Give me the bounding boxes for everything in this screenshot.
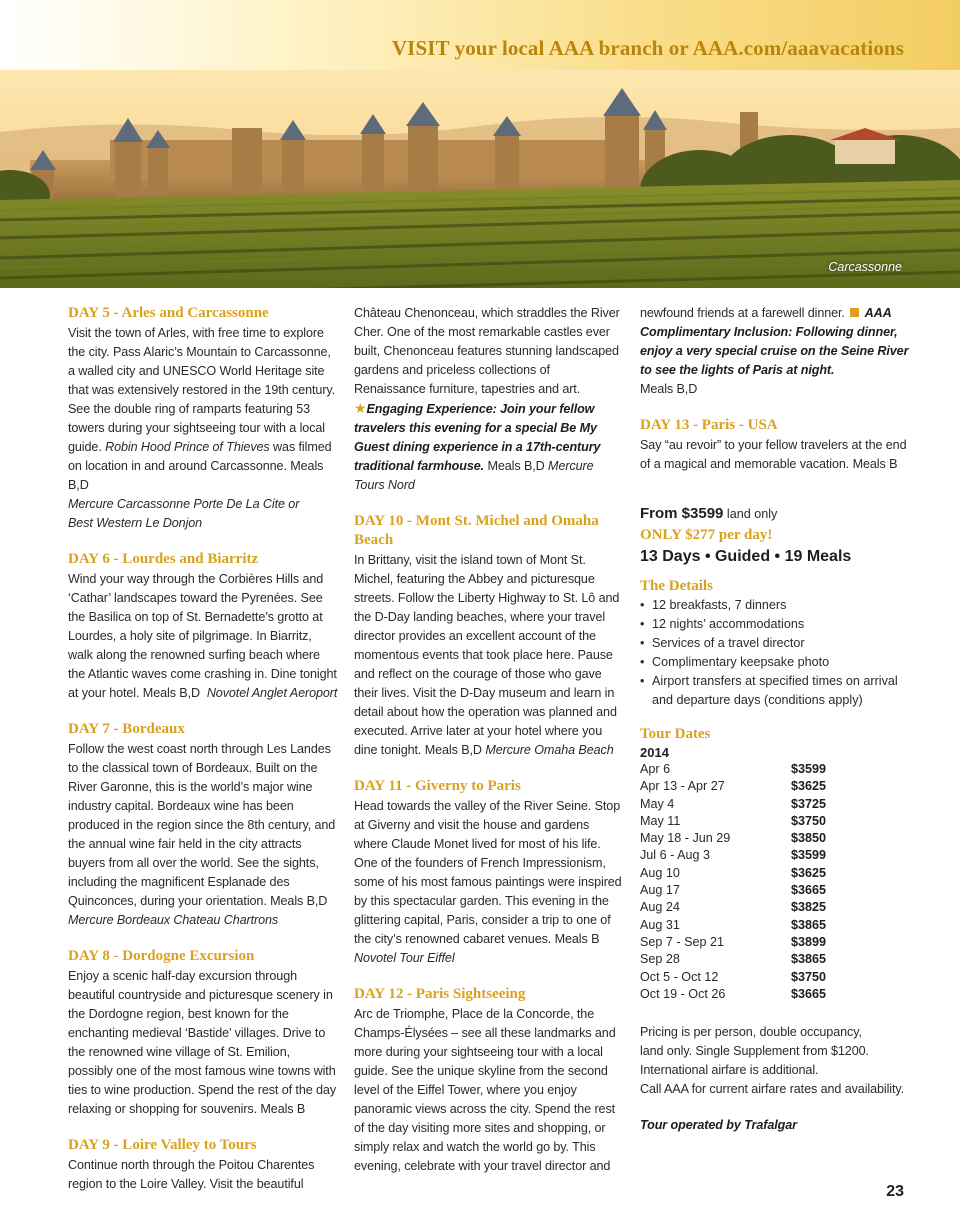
price-per-day: ONLY $277 per day! (640, 527, 773, 543)
day9-cont-description: Château Chenonceau, which straddles the River Cher. One of the most remarkable castles ever built, Chenonceau features stunning landscaped gardens and priceless collections of Renaissance furniture, tapestries and art. (354, 306, 620, 396)
table-row (640, 796, 910, 813)
table-row (640, 761, 910, 778)
tour-dates-title: Tour Dates (640, 726, 711, 742)
note-line-3: International airfare is additional. (640, 1063, 819, 1078)
day9-text: Continue north through the Poitou Charentes region to the Loire Valley. Visit the beautiful (68, 1158, 315, 1191)
itinerary-column-1 (68, 304, 338, 1194)
day9-continued (354, 304, 624, 495)
itinerary-column-3 (640, 304, 910, 1135)
price-from-value: From $3599 (640, 505, 724, 522)
tour-date: Aug 17 (640, 883, 680, 898)
day5-hotel-2: Best Western Le Donjon (68, 516, 203, 530)
note-line-4: Call AAA for current airfare rates and availability. (640, 1082, 905, 1097)
table-row (640, 917, 910, 934)
tour-date: Sep 28 (640, 952, 680, 967)
day13-title: DAY 13 - Paris - USA (640, 417, 778, 433)
table-row (640, 986, 910, 1003)
day8-text: Enjoy a scenic half-day excursion through beautiful countryside and picturesque scenery in the Dordogne region, best known for the enchanting medieval ‘Bastide’ villages. Drive to the renowned wine village of St. Emilion, possibly one of the most famous wine towns with ties to wine production. Spend the rest of the day relaxing or shopping for souvenirs. Meals B (68, 969, 337, 1116)
day9-hotel: Mercure Tours Nord (354, 459, 594, 492)
table-row (640, 934, 910, 951)
tour-price: $3625 (791, 779, 827, 794)
tour-dates-table (640, 761, 910, 1003)
day11-text (354, 797, 624, 968)
day5-hotel-1: Mercure Carcassonne Porte De La Cite or (68, 497, 300, 511)
table-row (640, 951, 910, 968)
day6-title: DAY 6 - Lourdes and Biarritz (68, 551, 259, 567)
page-number: 23 (886, 1183, 904, 1200)
tour-date: Aug 31 (640, 917, 680, 932)
list-item: • Complimentary keepsake photo (640, 653, 910, 672)
day9-engaging-experience: Engaging Experience: Join your fellow travelers this evening for a special Be My Guest dining experience in a 17th-century traditional farmhouse. (354, 402, 601, 473)
carcassonne-landscape-image (0, 70, 960, 288)
tour-price: $3599 (791, 848, 827, 863)
day5-description: Visit the town of Arles, with free time to explore the city. Pass Alaric’s Mountain to Carcassonne, a walled city and UNESCO World Heritage site that was extensively restored in the 19th century. See the double ring of ramparts featuring 53 towers during your sightseeing tour with a local guide. (68, 326, 336, 454)
list-item: • Airport transfers at specified times on arrival and departure days (conditions apply) (640, 672, 910, 710)
tour-date: May 18 - Jun 29 (640, 831, 731, 846)
tour-date: May 4 (640, 796, 675, 811)
tour-date: Apr 13 - Apr 27 (640, 779, 725, 794)
day10-title: DAY 10 - Mont St. Michel and Omaha Beach (354, 513, 599, 548)
day10-description: In Brittany, visit the island town of Mont St. Michel, featuring the Abbey and picturesque streets. Follow the Liberty Highway to St. Lô and the D-Day landing beaches, where your travel director provides an excellent account of the momentous events that took place here. Pause and reflect on the courage of those who gave their lives. Visit the D-Day museum and learn in detail about how the operation was planned and executed. Arrive later at your hotel where you dine tonight. Meals B,D (354, 553, 620, 757)
tour-date: Jul 6 - Aug 3 (640, 848, 711, 863)
day11-hotel: Novotel Tour Eiffel (354, 951, 455, 965)
tour-price: $3899 (791, 934, 827, 949)
header-cta-text[interactable]: VISIT your local AAA branch or AAA.com/aaavacations (391, 36, 904, 60)
list-item: • Services of a travel director (640, 634, 910, 653)
pricing-notes (640, 1023, 910, 1135)
table-row (640, 882, 910, 899)
tour-dates-block (640, 724, 910, 1003)
day5-text (68, 324, 338, 533)
tour-price: $3750 (791, 813, 827, 828)
tour-date: Sep 7 - Sep 21 (640, 934, 725, 949)
day10-hotel: Mercure Omaha Beach (485, 743, 614, 757)
tour-price: $3665 (791, 883, 827, 898)
day5-film-title: Robin Hood Prince of Thieves (105, 440, 270, 454)
hero-photo (0, 70, 960, 288)
day5-film-text: was filmed on location in and around Carcassonne. Meals B,D (68, 440, 332, 492)
tour-date: Oct 5 - Oct 12 (640, 969, 719, 984)
table-row (640, 899, 910, 916)
day7-title: DAY 7 - Bordeaux (68, 721, 185, 737)
tour-price: $3625 (791, 865, 827, 880)
day7-description: Follow the west coast north through Les Landes to the classical town of Bordeaux. Built on the River Garonne, this is the world’s major wine industry capital. Bordeaux wine has been produced in the region since the 8th century, and the annual wine fair held in the city attracts buyers from all over the world. See the sights, including the magnificent Esplanade des Quinconces, during your orientation. Meals B,D (68, 742, 336, 908)
day11-description: Head towards the valley of the River Seine. Stop at Giverny and visit the house and gardens where Claude Monet lived for most of his life. One of the founders of French Impressionism, some of his most famous paintings were inspired by this spectacular garden. This evening in the glittering capital, Paris, consider a trip to one of the city’s renowned cabaret venues. Meals B (354, 799, 622, 946)
table-row (640, 778, 910, 795)
list-item: • 12 breakfasts, 7 dinners (640, 596, 910, 615)
tour-price: $3750 (791, 969, 827, 984)
itinerary-column-2 (354, 304, 624, 1176)
day12-title: DAY 12 - Paris Sightseeing (354, 986, 526, 1002)
day6-hotel: Novotel Anglet Aeroport (206, 686, 338, 700)
day8-title: DAY 8 - Dordogne Excursion (68, 948, 255, 964)
list-item: • 12 nights’ accommodations (640, 615, 910, 634)
price-from (640, 504, 910, 524)
tour-date: Aug 10 (640, 865, 680, 880)
aaa-complimentary-inclusion: AAA Complimentary Inclusion: Following dinner, enjoy a very special cruise on the Seine River to see the lights of Paris at night. (640, 306, 909, 377)
tour-price: $3865 (791, 952, 827, 967)
note-line-2: land only. Single Supplement from $1200. (640, 1044, 869, 1059)
table-row (640, 813, 910, 830)
day5-title: DAY 5 - Arles and Carcassonne (68, 305, 269, 321)
day12-meals: Meals B,D (640, 382, 698, 396)
table-row (640, 830, 910, 847)
details-block (640, 576, 910, 710)
tour-price: $3725 (791, 796, 827, 811)
tour-price: $3865 (791, 917, 827, 932)
day9-title: DAY 9 - Loire Valley to Tours (68, 1137, 257, 1153)
day7-hotel: Mercure Bordeaux Chateau Chartrons (68, 913, 279, 927)
day6-description: Wind your way through the Corbières Hills and ‘Cathar’ landscapes toward the Pyrenées. See the Basilica on top of St. Bernadette’s grotto at Lourdes, a holy site of pilgrimage. In Biarritz, walk along the renowned surfing beach where the Atlantic waves come crashing in. Dine tonight at your hotel. Meals B,D (68, 572, 337, 700)
star-icon: ★ (354, 400, 367, 416)
tour-price: $3665 (791, 986, 827, 1001)
day12-cont-description: newfound friends at a farewell dinner. (640, 306, 849, 320)
tour-date: Oct 19 - Oct 26 (640, 986, 726, 1001)
tour-price: $3599 (791, 762, 827, 776)
day13-text: Say “au revoir” to your fellow travelers at the end of a magical and memorable vacation. Meals B (640, 438, 907, 471)
day6-text (68, 570, 338, 703)
price-land-only: land only (723, 507, 778, 521)
table-row (640, 969, 910, 986)
table-row (640, 847, 910, 864)
details-list (640, 596, 910, 710)
note-line-1: Pricing is per person, double occupancy, (640, 1025, 862, 1040)
day12-text: Arc de Triomphe, Place de la Concorde, the Champs-Élysées – see all these landmarks and more during your sightseeing tour with a local guide. See the unique skyline from the second level of the Eiffel Tower, where you enjoy panoramic views across the city. Spend the rest of the day visiting more sites and shopping, or simply relax and watch the world go by. This evening, celebrate with your travel director and (354, 1007, 616, 1173)
day9-meals: Meals B,D (484, 459, 549, 473)
details-title: The Details (640, 578, 713, 594)
top-banner (0, 0, 960, 70)
tour-date: May 11 (640, 813, 681, 828)
day10-text (354, 551, 624, 760)
tour-dates-year: 2014 (640, 745, 669, 760)
tour-date: Apr 6 (640, 762, 671, 776)
photo-caption: Carcassonne (828, 260, 902, 274)
day11-title: DAY 11 - Giverny to Paris (354, 778, 521, 794)
pricing-block (640, 504, 910, 568)
aaa-square-icon (850, 308, 859, 317)
table-row (640, 865, 910, 882)
tour-price: $3850 (791, 831, 827, 846)
day12-continued (640, 304, 910, 399)
tour-operator: Tour operated by Trafalgar (640, 1118, 797, 1133)
tour-date: Aug 24 (640, 900, 680, 915)
tour-price: $3825 (791, 900, 827, 915)
tour-summary: 13 Days • Guided • 19 Meals (640, 548, 852, 565)
day7-text (68, 740, 338, 930)
